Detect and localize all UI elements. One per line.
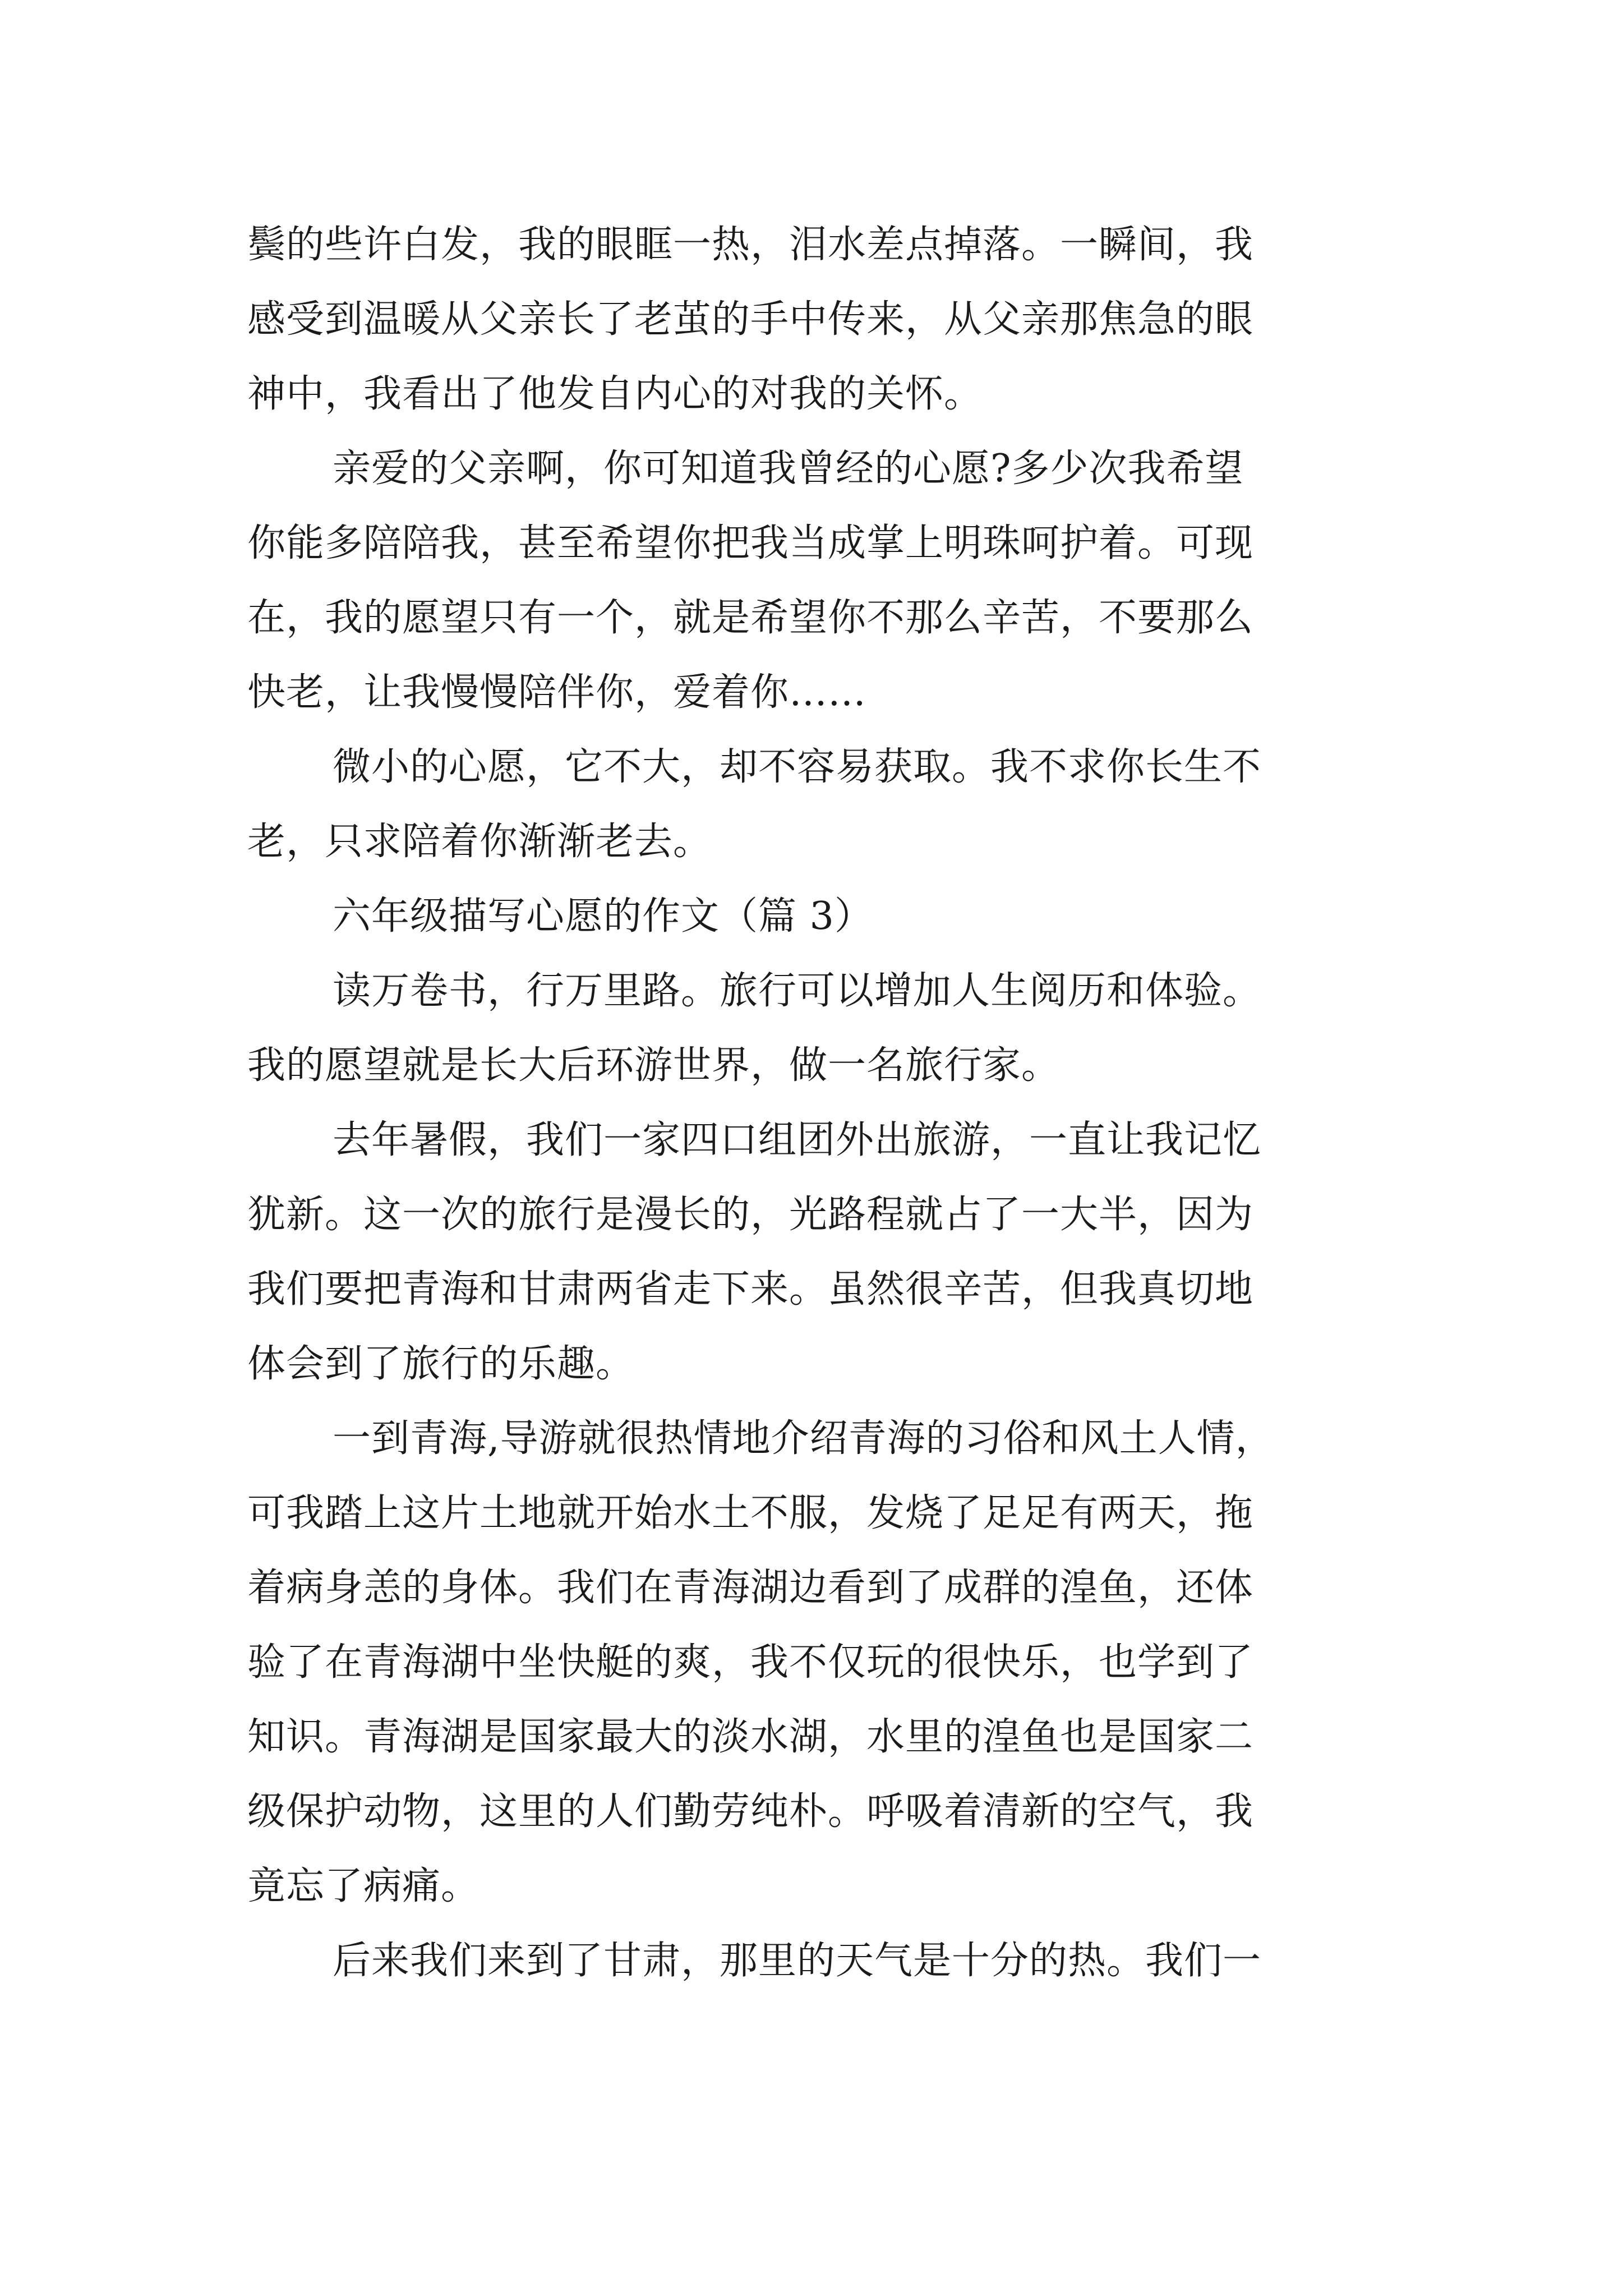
text-line: 我的愿望就是长大后环游世界，做一名旅行家。 <box>247 1043 1061 1088</box>
text-line: 着病身恙的身体。我们在青海湖边看到了成群的湟鱼，还体 <box>247 1566 1254 1610</box>
text-line: 竟忘了病痛。 <box>247 1864 480 1908</box>
text-line: 神中，我看出了他发自内心的对我的关怀。 <box>247 372 983 416</box>
body-text <box>247 208 1386 1998</box>
text-line: 一到青海,导游就很热情地介绍青海的习俗和风土人情， <box>333 1416 1274 1461</box>
text-line: 去年暑假，我们一家四口组团外出旅游，一直让我记忆 <box>333 1118 1262 1162</box>
text-line: 鬓的些许白发，我的眼眶一热，泪水差点掉落。一瞬间，我 <box>247 223 1254 267</box>
text-line: 快老，让我慢慢陪伴你，爱着你…… <box>247 670 867 715</box>
text-line: 验了在青海湖中坐快艇的爽，我不仅玩的很快乐，也学到了 <box>247 1640 1254 1685</box>
text-line: 我们要把青海和甘肃两省走下来。虽然很辛苦，但我真切地 <box>247 1267 1254 1312</box>
text-line: 微小的心愿，它不大，却不容易获取。我不求你长生不 <box>333 745 1262 789</box>
text-line: 老，只求陪着你渐渐老去。 <box>247 820 712 864</box>
text-line: 犹新。这一次的旅行是漫长的，光路程就占了一大半，因为 <box>247 1193 1254 1237</box>
text-line: 后来我们来到了甘肃，那里的天气是十分的热。我们一 <box>333 1939 1262 1983</box>
text-line: 在，我的愿望只有一个，就是希望你不那么辛苦，不要那么 <box>247 596 1254 640</box>
text-line: 可我踏上这片土地就开始水土不服，发烧了足足有两天，拖 <box>247 1491 1254 1535</box>
text-line: 知识。青海湖是国家最大的淡水湖，水里的湟鱼也是国家二 <box>247 1715 1254 1759</box>
text-line: 感受到温暖从父亲长了老茧的手中传来，从父亲那焦急的眼 <box>247 297 1254 342</box>
text-line: 体会到了旅行的乐趣。 <box>247 1342 635 1386</box>
section-heading: 六年级描写心愿的作文（篇 3） <box>333 894 873 938</box>
text-line: 亲爱的父亲啊，你可知道我曾经的心愿?多少次我希望 <box>333 447 1244 491</box>
text-line: 级保护动物，这里的人们勤劳纯朴。呼吸着清新的空气，我 <box>247 1789 1254 1834</box>
text-line: 读万卷书，行万里路。旅行可以增加人生阅历和体验。 <box>333 969 1262 1013</box>
text-line: 你能多陪陪我，甚至希望你把我当成掌上明珠呵护着。可现 <box>247 521 1254 565</box>
